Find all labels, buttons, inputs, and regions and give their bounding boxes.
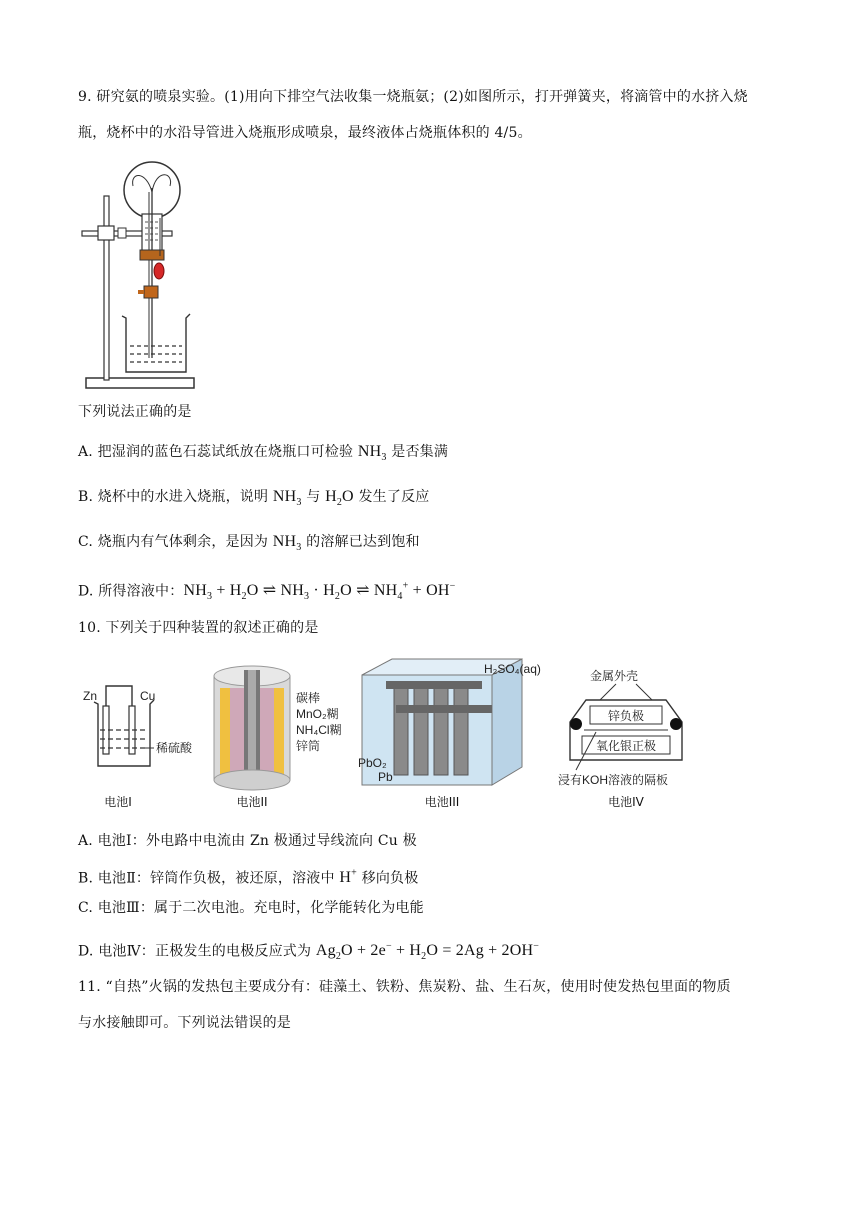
cell1-zn-label: Zn <box>83 689 98 703</box>
cell2-can-label: 锌筒 <box>296 739 321 753</box>
cell1-acid-label: 稀硫酸 <box>156 741 193 755</box>
cell3-acid-label: H₂SO₄(aq) <box>484 662 541 676</box>
cell4-caption: 电池IV <box>608 795 644 809</box>
cell-1-diagram <box>78 680 218 810</box>
cell2-mno2-label: MnO₂糊 <box>296 707 339 721</box>
cell2-caption: 电池II <box>236 795 268 809</box>
q9-option-a: A. 把湿润的蓝色石蕊试纸放在烧瓶口可检验 $NH_3$ 是否集满 <box>78 443 449 464</box>
cell-3-diagram <box>356 655 552 810</box>
cell4-pos-label: 氧化银正极 <box>595 739 657 753</box>
fountain-apparatus-diagram <box>78 158 203 394</box>
cell1-caption: 电池I <box>104 795 132 809</box>
q9-stem-line1: 9. 研究氨的喷泉实验。(1)用向下排空气法收集一烧瓶氨；(2)如图所示，打开弹簧夹，将滴管中的水挤入烧 <box>78 89 748 105</box>
q9-option-d: D. 所得溶液中：$NH_3 + H_2O$ ⇌ $NH_3 \cdot H_2O$ ⇌ $NH_4^+ + OH^-$ <box>78 581 456 603</box>
q10-option-a: A. 电池Ⅰ：外电路中电流由 Zn 极通过导线流向 Cu 极 <box>78 833 417 849</box>
q9-option-c: C. 烧瓶内有气体剩余，是因为 $NH_3$ 的溶解已达到饱和 <box>78 533 420 554</box>
q9-question: 下列说法正确的是 <box>78 404 192 420</box>
q10-option-b: B. 电池Ⅱ：锌筒作负极，被还原，溶液中 H+ 移向负极 <box>78 868 419 887</box>
cell4-separator-label: 浸有KOH溶液的隔板 <box>558 773 669 787</box>
cell4-shell-label: 金属外壳 <box>590 669 639 683</box>
cell2-nh4cl-label: NH₄Cl糊 <box>296 723 342 737</box>
q11-line1: 11. “自热”火锅的发热包主要成分有：硅藻土、铁粉、焦炭粉、盐、生石灰，使用时使发热包里面的物质 <box>78 979 731 995</box>
cell3-pb-label: Pb <box>378 770 393 784</box>
q11-line2: 与水接触即可。下列说法错误的是 <box>78 1015 291 1031</box>
q9-stem-line2: 瓶，烧杯中的水沿导管进入烧瓶形成喷泉，最终液体占烧瓶体积的 4/5。 <box>78 125 532 141</box>
cell3-caption: 电池III <box>424 795 460 809</box>
q9-option-b: B. 烧杯中的水进入烧瓶，说明 $NH_3$ 与 $H_2O$ 发生了反应 <box>78 488 430 509</box>
q10-option-d: D. 电池Ⅳ：正极发生的电极反应式为 $Ag_2O + 2e^- + H_2O = 2Ag + 2OH^-$ <box>78 941 540 963</box>
cell2-rod-label: 碳棒 <box>296 691 321 705</box>
cell3-pbo2-label: PbO₂ <box>358 756 387 770</box>
cell-2-diagram <box>204 662 354 810</box>
cell4-neg-label: 锌负极 <box>607 709 645 723</box>
q10-option-c: C. 电池Ⅲ：属于二次电池。充电时，化学能转化为电能 <box>78 900 424 916</box>
q10-stem: 10. 下列关于四种装置的叙述正确的是 <box>78 620 319 636</box>
cell-4-diagram <box>556 664 696 810</box>
cell1-cu-label: Cu <box>140 689 156 703</box>
